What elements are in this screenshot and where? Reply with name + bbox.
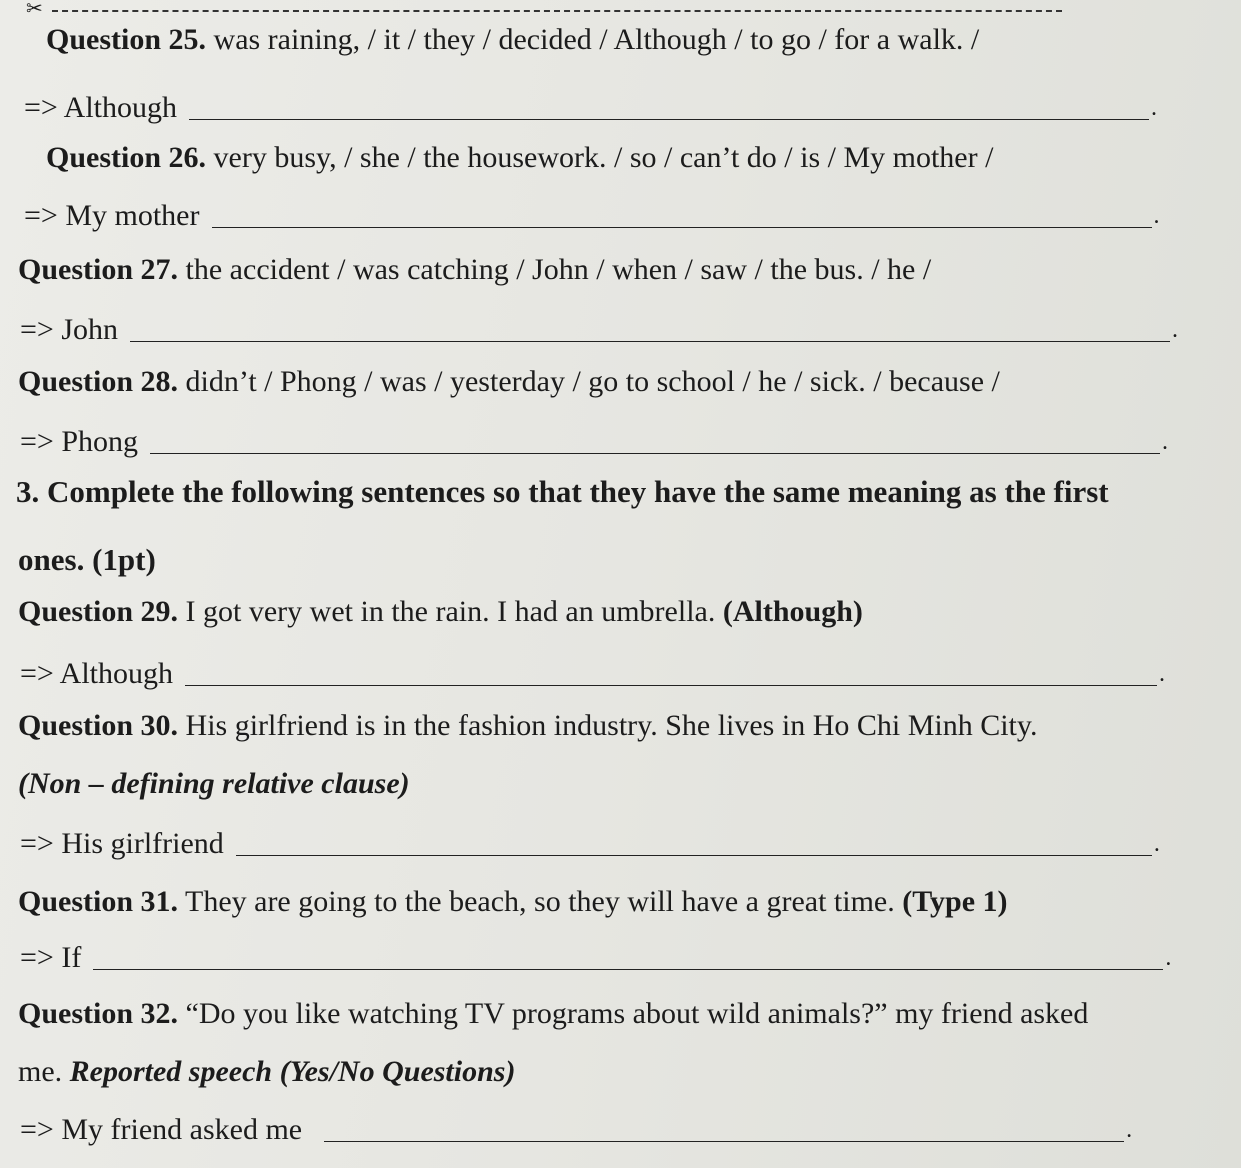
answer-blank-26[interactable]: [212, 226, 1152, 228]
answer-end: .: [1165, 945, 1172, 971]
answer-blank-32[interactable]: [324, 1140, 1124, 1142]
answer-blank-25[interactable]: [189, 118, 1149, 120]
section-heading: 3. Complete the following sentences so that they have the same meaning as the first: [16, 474, 1109, 509]
answer-prefix: => If: [20, 941, 82, 974]
question-text: They are going to the beach, so they will have a great time.: [178, 885, 903, 918]
question-text: I got very wet in the rain. I had an umbrella.: [178, 595, 723, 628]
question-label: Question 30.: [18, 709, 179, 742]
answer-prefix: => Although: [24, 91, 178, 124]
answer-32: [20, 1112, 1132, 1148]
question-label: Question 29.: [18, 595, 179, 628]
question-text: “Do you like watching TV programs about wild animals?” my friend asked: [178, 997, 1089, 1030]
question-text: very busy, / she / the housework. / so / can’t do / is / My mother /: [206, 141, 994, 174]
answer-prefix: => His girlfriend: [20, 827, 224, 860]
question-label: Question 27.: [18, 253, 179, 286]
answer-blank-29[interactable]: [185, 684, 1157, 686]
question-text: the accident / was catching / John / when / saw / the bus. / he /: [178, 253, 932, 286]
question-26: [46, 140, 993, 176]
question-label: Question 31.: [18, 885, 179, 918]
question-text: didn’t / Phong / was / yesterday / go to school / he / sick. / because /: [178, 365, 1000, 398]
question-30-hint: (Non – defining relative clause): [18, 767, 410, 800]
question-31: [18, 884, 1008, 920]
answer-prefix: => My mother: [24, 199, 200, 232]
question-hint: Reported speech (Yes/No Questions): [69, 1055, 516, 1088]
question-label: Question 26.: [46, 141, 207, 174]
question-label: Question 32.: [18, 997, 179, 1030]
dashed-divider: [52, 10, 1062, 12]
question-text: was raining, / it / they / decided / Although / to go / for a walk. /: [206, 23, 980, 56]
cut-line: [26, 2, 1066, 18]
answer-blank-27[interactable]: [130, 340, 1170, 342]
answer-blank-31[interactable]: [93, 968, 1163, 970]
scissors-icon: ✂: [26, 0, 43, 20]
answer-end: .: [1153, 831, 1160, 857]
answer-27: [20, 312, 1178, 348]
question-27: [18, 252, 931, 288]
answer-blank-30[interactable]: [236, 854, 1152, 856]
answer-end: .: [1126, 1117, 1133, 1143]
answer-prefix: => John: [20, 313, 119, 346]
answer-end: .: [1162, 429, 1169, 455]
answer-28: [20, 424, 1168, 460]
answer-end: .: [1153, 203, 1160, 229]
question-label: Question 25.: [46, 23, 207, 56]
question-29: [18, 594, 863, 630]
answer-25: [24, 90, 1157, 126]
answer-end: .: [1151, 95, 1158, 121]
question-text: His girlfriend is in the fashion industry. She lives in Ho Chi Minh City.: [178, 709, 1038, 742]
answer-blank-28[interactable]: [150, 452, 1160, 454]
question-32: [18, 996, 1088, 1032]
answer-prefix: => Phong: [20, 425, 139, 458]
answer-31: [20, 940, 1171, 976]
question-hint: (Type 1): [902, 885, 1008, 918]
question-30: [18, 708, 1037, 744]
answer-29: [20, 656, 1165, 692]
question-label: Question 28.: [18, 365, 179, 398]
answer-prefix: => My friend asked me: [20, 1113, 303, 1146]
answer-30: [20, 826, 1160, 862]
answer-26: [24, 198, 1160, 234]
question-32-cont: [18, 1054, 515, 1090]
question-text-cont: me.: [18, 1055, 70, 1088]
answer-end: .: [1172, 317, 1179, 343]
section-heading-cont: ones. (1pt): [18, 542, 156, 577]
question-hint: (Although): [722, 595, 863, 628]
answer-end: .: [1159, 661, 1166, 687]
question-25: [46, 22, 979, 58]
answer-prefix: => Although: [20, 657, 174, 690]
question-28: [18, 364, 1000, 400]
